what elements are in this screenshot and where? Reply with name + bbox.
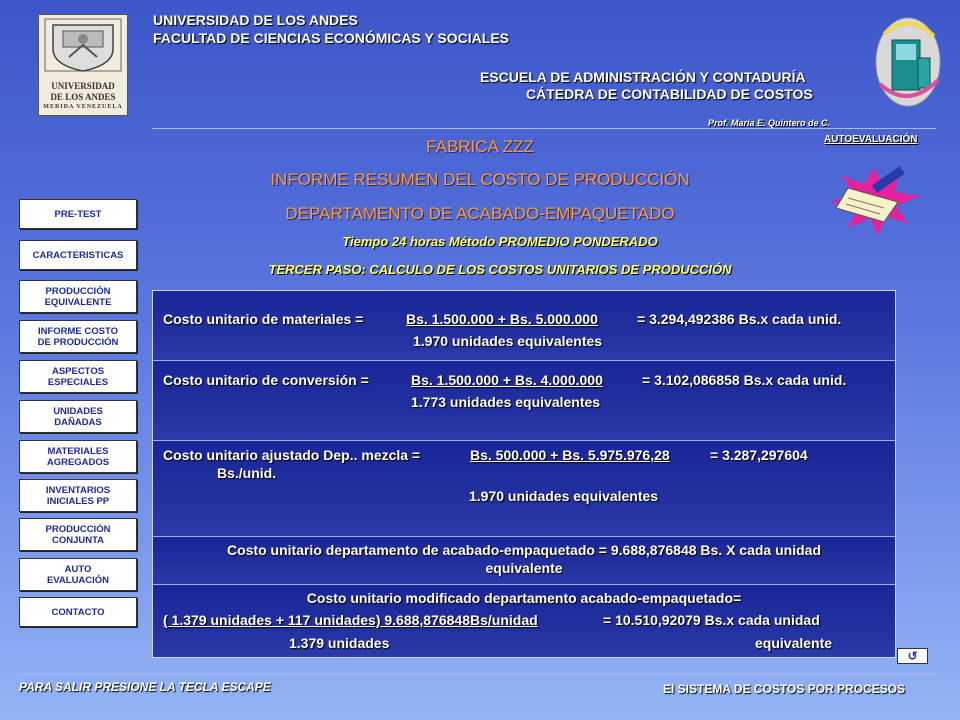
conversion-denominator: 1.773 unidades equivalentes [411, 394, 601, 410]
header-divider [152, 128, 936, 129]
nav-button-label: MATERIALES AGREGADOS [46, 445, 110, 468]
faculty-name: FACULTAD DE CIENCIAS ECONÓMICAS Y SOCIALES [153, 30, 509, 46]
nav-button-contacto[interactable] [19, 597, 137, 627]
nav-button-label: UNIDADES DAÑADAS [53, 405, 103, 428]
logo-line-2: DE LOS ANDES [50, 92, 116, 102]
modified-cost-denominator: 1.379 unidades [289, 635, 390, 651]
materials-denominator: 1.970 unidades equivalentes [413, 333, 603, 349]
self-evaluation-link[interactable]: AUTOEVALUACIÓN [824, 134, 918, 145]
modified-cost-result: = 10.510,92079 Bs.x cada unidad [603, 612, 820, 628]
modified-cost-title: Costo unitario modificado departamento acabado-empaquetado= [306, 590, 742, 606]
conversion-numerator: Bs. 1.500.000 + Bs. 4.000.000 [411, 372, 603, 388]
nav-button-produccion-equivalente[interactable] [19, 280, 137, 313]
department-cost-line-2: equivalente [485, 560, 563, 576]
professor-name: Prof. María E. Quintero de C. [708, 118, 831, 128]
modified-cost-box [153, 585, 895, 657]
materials-box [153, 291, 895, 361]
university-name: UNIVERSIDAD DE LOS ANDES [153, 12, 358, 28]
nav-button-aspectos-especiales[interactable] [19, 360, 137, 393]
nav-button-label: ASPECTOS ESPECIALES [47, 365, 109, 388]
chair-name: CÁTEDRA DE CONTABILIDAD DE COSTOS [526, 86, 813, 102]
nav-button-auto-evaluacion[interactable] [19, 558, 137, 591]
materials-numerator: Bs. 1.500.000 + Bs. 5.000.000 [406, 311, 598, 327]
nav-button-label: CONTACTO [51, 606, 105, 618]
department-title: DEPARTAMENTO DE ACABADO-EMPAQUETADO [285, 204, 675, 223]
nav-button-label: PRODUCCIÓN CONJUNTA [45, 523, 111, 546]
coat-of-arms-icon [39, 15, 127, 77]
exit-instruction: PARA SALIR PRESIONE LA TECLA ESCAPE [19, 680, 271, 694]
factory-title: FABRICA ZZZ [426, 137, 534, 156]
nav-button-label: INFORME COSTO DE PRODUCCIÓN [37, 325, 119, 348]
logo-line-3: MERIDA VENEZUELA [43, 104, 123, 110]
department-cost-box [153, 537, 895, 585]
logo-line-1: UNIVERSIDAD [51, 81, 115, 91]
nav-button-pre-test[interactable] [19, 199, 137, 229]
adjusted-label: Costo unitario ajustado Dep.. mezcla = [163, 447, 421, 463]
nav-button-label: CARACTERISTICAS [32, 249, 124, 261]
system-name: El SISTEMA DE COSTOS POR PROCESOS [663, 682, 906, 696]
nav-button-label: AUTO EVALUACIÓN [46, 563, 110, 586]
method-subtitle: Tiempo 24 horas Método PROMEDIO PONDERADO [342, 234, 658, 249]
adjusted-numerator: Bs. 500.000 + Bs. 5.975.976,28 [470, 447, 670, 463]
nav-button-label: PRODUCCIÓN EQUIVALENTE [44, 285, 112, 308]
modified-cost-tail: equivalente [755, 635, 833, 651]
school-name: ESCUELA DE ADMINISTRACIÓN Y CONTADURÍA [480, 69, 806, 85]
footer-divider [19, 674, 937, 675]
report-title: INFORME RESUMEN DEL COSTO DE PRODUCCIÓN [270, 170, 690, 189]
computer-icon [872, 14, 944, 110]
adjusted-denominator: 1.970 unidades equivalentes [469, 488, 659, 504]
materials-label: Costo unitario de materiales = [163, 311, 364, 327]
materials-result: = 3.294,492386 Bs.x cada unid. [637, 311, 842, 327]
department-cost-line-1: Costo unitario departamento de acabado-empaquetado = 9.688,876848 Bs. X cada unidad [226, 542, 821, 558]
nav-button-caracteristicas[interactable] [19, 240, 137, 270]
adjusted-box [153, 441, 895, 537]
adjusted-result: = 3.287,297604 [710, 447, 808, 463]
nav-button-materiales-agregados[interactable] [19, 440, 137, 473]
step-subtitle: TERCER PASO: CALCULO DE LOS COSTOS UNITARIOS DE PRODUCCIÓN [268, 262, 732, 277]
nav-button-inventarios-iniciales[interactable] [19, 479, 137, 512]
content-panel [152, 290, 896, 658]
nav-button-produccion-conjunta[interactable] [19, 518, 137, 551]
conversion-label: Costo unitario de conversión = [163, 372, 369, 388]
nav-button-label: PRE-TEST [54, 208, 102, 220]
adjusted-unit: Bs./unid. [217, 465, 277, 481]
conversion-box [153, 361, 895, 441]
return-icon: ↺ [907, 649, 918, 663]
nav-button-unidades-danadas[interactable] [19, 400, 137, 433]
nav-button-label: INVENTARIOS INICIALES PP [45, 484, 111, 507]
modified-cost-numerator: ( 1.379 unidades + 117 unidades) 9.688,876848Bs/unidad [163, 612, 538, 628]
return-button[interactable] [897, 648, 928, 664]
conversion-result: = 3.102,086858 Bs.x cada unid. [642, 372, 847, 388]
university-logo [38, 14, 128, 116]
nav-button-informe-costo[interactable] [19, 320, 137, 353]
